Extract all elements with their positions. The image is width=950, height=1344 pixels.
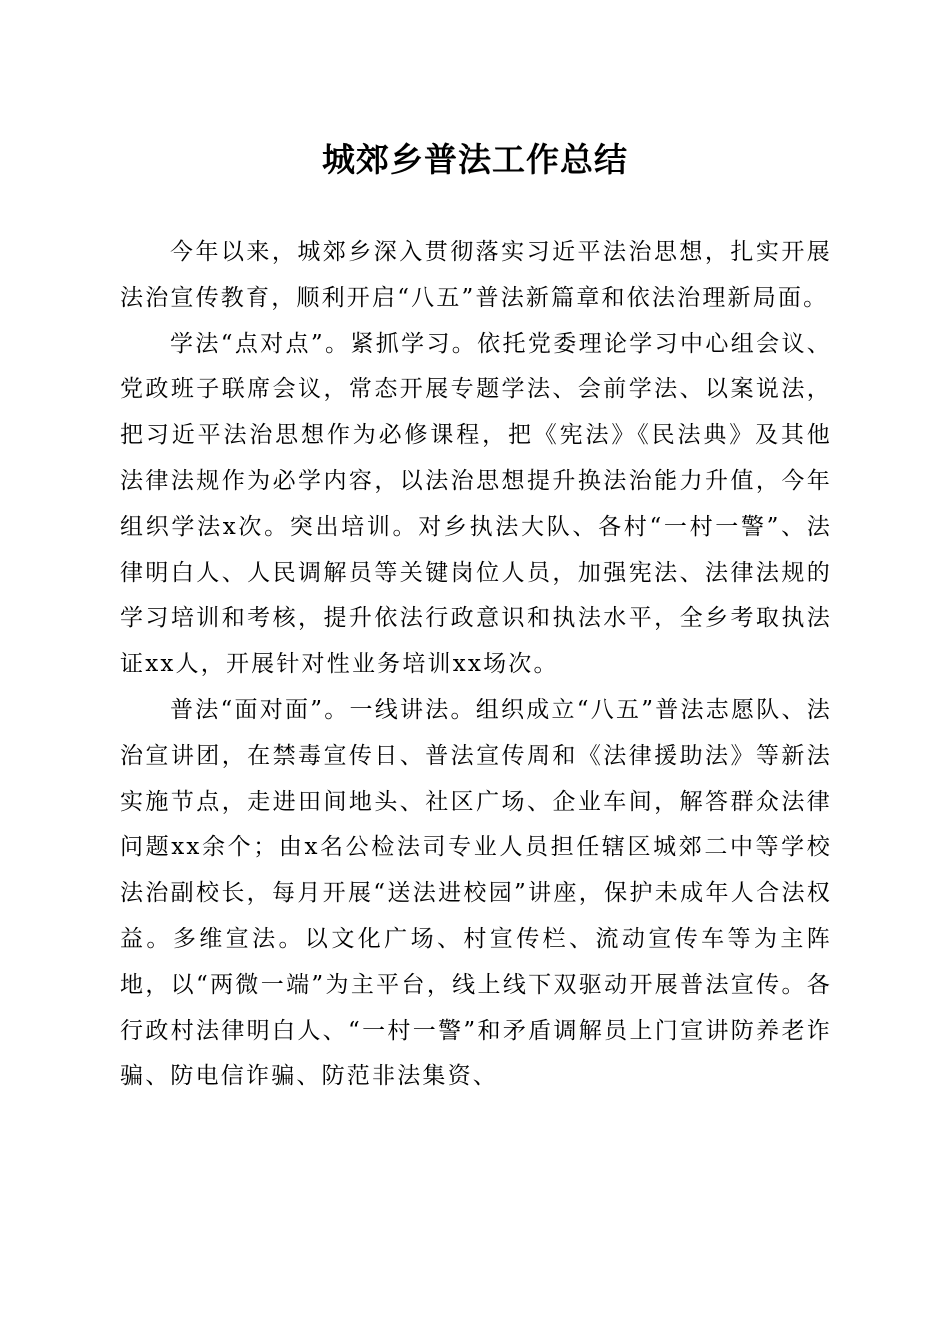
document-body	[120, 230, 832, 1100]
document-title: 城郊乡普法工作总结	[322, 140, 628, 179]
paragraph-popularize-law: 普法“面对面”。一线讲法。组织成立“八五”普法志愿队、法治宣讲团，在禁毒宣传日、普法宣传周和《法律援助法》等新法实施节点，走进田间地头、社区广场、企业车间，解答群众法律问题xx余个；由x名公检法司专业人员担任辖区城郊二中等学校法治副校长，每月开展“送法进校园”讲座，保护未成年人合法权益。多维宣法。以文化广场、村宣传栏、流动宣传车等为主阵地，以“两微一端”为主平台，线上线下双驱动开展普法宣传。各行政村法律明白人、“一村一警”和矛盾调解员上门宣讲防养老诈骗、防电信诈骗、防范非法集资、	[120, 696, 832, 1090]
paragraph-intro: 今年以来，城郊乡深入贯彻落实习近平法治思想，扎实开展法治宣传教育，顺利开启“八五”普法新篇章和依法治理新局面。	[120, 239, 832, 311]
paragraph-study-law: 学法“点对点”。紧抓学习。依托党委理论学习中心组会议、党政班子联席会议，常态开展专题学法、会前学法、以案说法，把习近平法治思想作为必修课程，把《宪法》《民法典》及其他法律法规作为必学内容，以法治思想提升换法治能力升值，今年组织学法x次。突出培训。对乡执法大队、各村“一村一警”、法律明白人、人民调解员等关键岗位人员，加强宪法、法律法规的学习培训和考核，提升依法行政意识和执法水平，全乡考取执法证xx人，开展针对性业务培训xx场次。	[120, 330, 832, 678]
